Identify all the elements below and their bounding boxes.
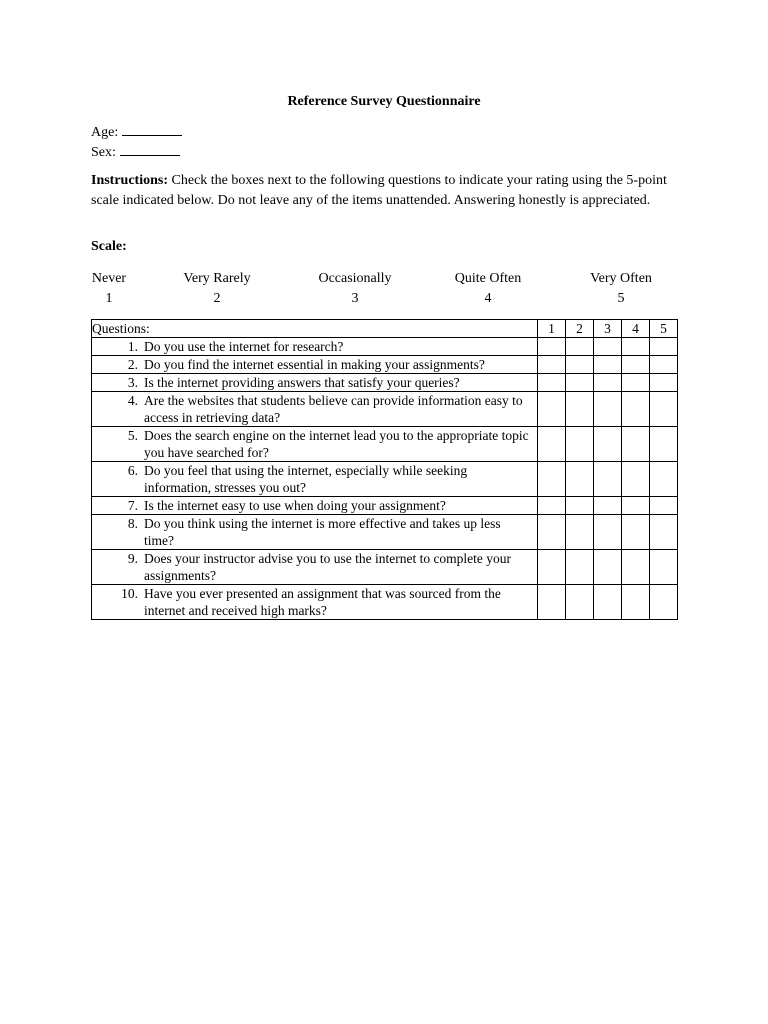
scale-item-very-often <box>576 269 666 309</box>
scale-label: Occasionally <box>318 271 392 286</box>
question-text: Do you use the internet for research? <box>144 339 344 354</box>
scale-value: 1 <box>105 291 113 306</box>
rating-checkbox-4[interactable] <box>622 427 650 462</box>
scale-label: Never <box>91 271 127 286</box>
rating-header-2: 2 <box>566 320 594 338</box>
rating-checkbox-2[interactable] <box>566 427 594 462</box>
question-number: 10. <box>121 586 138 601</box>
question-text: Have you ever presented an assignment that was sourced from the internet and received high marks? <box>144 586 501 618</box>
question-cell <box>92 356 538 374</box>
rating-checkbox-4[interactable] <box>622 585 650 620</box>
sex-field <box>91 143 180 161</box>
question-number: 6. <box>127 463 138 478</box>
question-cell <box>92 585 538 620</box>
table-row <box>92 427 678 462</box>
age-label: Age: <box>91 125 119 140</box>
question-cell <box>92 392 538 427</box>
rating-checkbox-5[interactable] <box>650 392 678 427</box>
question-number: 7. <box>127 498 138 513</box>
rating-checkbox-1[interactable] <box>538 392 566 427</box>
rating-checkbox-2[interactable] <box>566 462 594 497</box>
rating-checkbox-1[interactable] <box>538 497 566 515</box>
table-header-row <box>92 320 678 338</box>
question-number: 3. <box>127 375 138 390</box>
rating-checkbox-3[interactable] <box>594 338 622 356</box>
question-text: Is the internet providing answers that satisfy your queries? <box>144 375 460 390</box>
rating-checkbox-5[interactable] <box>650 356 678 374</box>
rating-checkbox-2[interactable] <box>566 550 594 585</box>
questions-header: Questions: <box>92 320 538 338</box>
rating-checkbox-5[interactable] <box>650 374 678 392</box>
question-text: Are the websites that students believe can provide information easy to access in retrieving data? <box>144 393 523 425</box>
question-number: 5. <box>127 428 138 443</box>
question-cell <box>92 374 538 392</box>
rating-checkbox-3[interactable] <box>594 462 622 497</box>
rating-checkbox-2[interactable] <box>566 585 594 620</box>
rating-checkbox-5[interactable] <box>650 497 678 515</box>
table-row <box>92 497 678 515</box>
rating-checkbox-4[interactable] <box>622 338 650 356</box>
rating-checkbox-3[interactable] <box>594 515 622 550</box>
rating-checkbox-1[interactable] <box>538 550 566 585</box>
scale-item-never <box>90 269 128 309</box>
question-cell <box>92 462 538 497</box>
rating-checkbox-3[interactable] <box>594 427 622 462</box>
survey-table <box>91 319 678 620</box>
rating-checkbox-2[interactable] <box>566 338 594 356</box>
rating-checkbox-5[interactable] <box>650 515 678 550</box>
instructions-label: Instructions: <box>91 173 169 188</box>
question-text: Does your instructor advise you to use the internet to complete your assignments? <box>144 551 512 583</box>
scale-label: Very Rarely <box>183 271 251 286</box>
scale-item-quite-often <box>443 269 533 309</box>
sex-label: Sex: <box>91 145 116 160</box>
rating-header-1: 1 <box>538 320 566 338</box>
question-text: Is the internet easy to use when doing your assignment? <box>144 498 446 513</box>
table-row <box>92 338 678 356</box>
rating-checkbox-3[interactable] <box>594 585 622 620</box>
rating-checkbox-2[interactable] <box>566 497 594 515</box>
question-text: Do you think using the internet is more effective and takes up less time? <box>144 516 501 548</box>
age-blank-line[interactable] <box>122 123 182 136</box>
scale-heading: Scale: <box>91 239 127 254</box>
rating-checkbox-5[interactable] <box>650 427 678 462</box>
rating-checkbox-1[interactable] <box>538 515 566 550</box>
rating-checkbox-3[interactable] <box>594 374 622 392</box>
rating-checkbox-4[interactable] <box>622 356 650 374</box>
sex-blank-line[interactable] <box>120 143 180 156</box>
question-number: 9. <box>127 551 138 566</box>
question-cell <box>92 338 538 356</box>
rating-checkbox-1[interactable] <box>538 585 566 620</box>
rating-checkbox-2[interactable] <box>566 515 594 550</box>
scale-label: Quite Often <box>454 271 522 286</box>
rating-checkbox-3[interactable] <box>594 392 622 427</box>
question-text: Do you feel that using the internet, especially while seeking information, stresses you out? <box>144 463 468 495</box>
rating-checkbox-5[interactable] <box>650 550 678 585</box>
table-row <box>92 374 678 392</box>
rating-checkbox-2[interactable] <box>566 392 594 427</box>
rating-checkbox-2[interactable] <box>566 374 594 392</box>
question-number: 2. <box>127 357 138 372</box>
scale-value: 2 <box>213 291 221 306</box>
rating-checkbox-1[interactable] <box>538 374 566 392</box>
scale-item-very-rarely <box>172 269 262 309</box>
scale-label: Very Often <box>590 271 652 286</box>
rating-checkbox-1[interactable] <box>538 427 566 462</box>
table-row <box>92 356 678 374</box>
question-cell <box>92 427 538 462</box>
question-text: Does the search engine on the internet lead you to the appropriate topic you have searched for? <box>144 428 529 460</box>
rating-checkbox-5[interactable] <box>650 338 678 356</box>
rating-checkbox-1[interactable] <box>538 338 566 356</box>
rating-checkbox-4[interactable] <box>622 374 650 392</box>
rating-checkbox-3[interactable] <box>594 550 622 585</box>
question-cell <box>92 497 538 515</box>
rating-checkbox-5[interactable] <box>650 585 678 620</box>
rating-checkbox-3[interactable] <box>594 356 622 374</box>
instructions-paragraph <box>91 171 681 211</box>
scale-value: 4 <box>484 291 492 306</box>
rating-header-3: 3 <box>594 320 622 338</box>
table-row <box>92 392 678 427</box>
question-number: 8. <box>127 516 138 531</box>
rating-checkbox-4[interactable] <box>622 550 650 585</box>
rating-checkbox-1[interactable] <box>538 462 566 497</box>
page-title: Reference Survey Questionnaire <box>287 94 481 109</box>
rating-header-4: 4 <box>622 320 650 338</box>
rating-checkbox-4[interactable] <box>622 515 650 550</box>
instructions-text: Check the boxes next to the following questions to indicate your rating using the 5-point scale indicated below. Do not leave any of the items unattended. Answering honestly is appreciated. <box>91 173 667 208</box>
rating-header-5: 5 <box>650 320 678 338</box>
table-row <box>92 515 678 550</box>
scale-item-occasionally <box>305 269 405 309</box>
table-row <box>92 462 678 497</box>
table-row <box>92 585 678 620</box>
scale-value: 3 <box>351 291 359 306</box>
rating-checkbox-4[interactable] <box>622 392 650 427</box>
age-field <box>91 123 182 141</box>
rating-checkbox-4[interactable] <box>622 497 650 515</box>
question-number: 1. <box>127 339 138 354</box>
question-cell <box>92 515 538 550</box>
rating-checkbox-2[interactable] <box>566 356 594 374</box>
question-number: 4. <box>127 393 138 408</box>
scale-value: 5 <box>617 291 625 306</box>
rating-checkbox-1[interactable] <box>538 356 566 374</box>
table-row <box>92 550 678 585</box>
rating-checkbox-5[interactable] <box>650 462 678 497</box>
rating-checkbox-3[interactable] <box>594 497 622 515</box>
question-text: Do you find the internet essential in making your assignments? <box>144 357 485 372</box>
rating-checkbox-4[interactable] <box>622 462 650 497</box>
question-cell <box>92 550 538 585</box>
